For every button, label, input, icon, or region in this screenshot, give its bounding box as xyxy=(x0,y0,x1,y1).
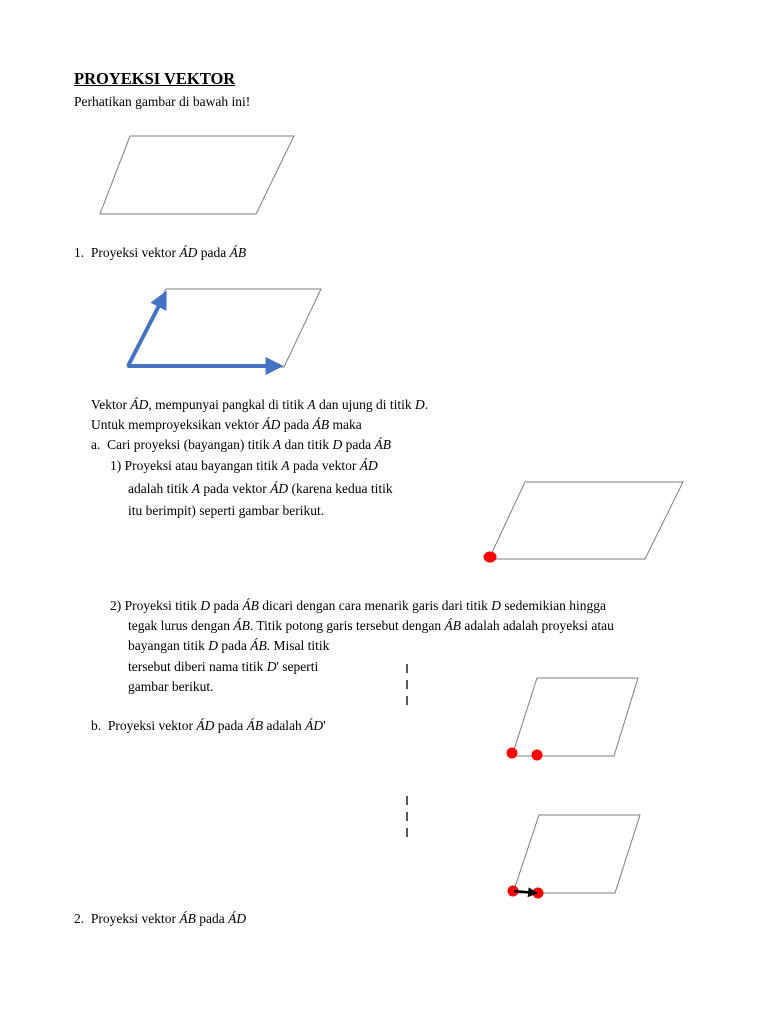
parallelogram-point-d-prime xyxy=(512,678,638,756)
point-label: D xyxy=(200,598,211,613)
text: ' seperti xyxy=(276,659,319,674)
text: pada xyxy=(213,598,239,613)
item-2-text: Proyeksi vektor xyxy=(90,911,176,926)
text: bayangan titik xyxy=(128,638,205,653)
item-2-number: 2. xyxy=(74,911,85,926)
text: Proyeksi vektor xyxy=(107,718,193,733)
text: dan titik xyxy=(284,437,330,452)
text: adalah xyxy=(266,718,302,733)
step-label: 1) xyxy=(110,458,122,473)
vector-label: ÁB xyxy=(246,718,264,733)
vector-label: ÁB xyxy=(242,598,259,613)
explain-line-2 xyxy=(91,417,362,433)
text: . Misal titik xyxy=(266,638,330,653)
step-a1-line-3: itu berimpit) seperti gambar berikut. xyxy=(128,503,325,518)
vector-label: ÁD xyxy=(270,481,289,496)
figure-point-a xyxy=(484,482,684,563)
text: Vektor xyxy=(91,397,127,412)
page-title: PROYEKSI VEKTOR xyxy=(74,69,236,88)
text: (karena kedua titik xyxy=(291,481,393,496)
vector-label: ÁB xyxy=(312,417,330,432)
text: ' xyxy=(323,718,326,733)
vector-label: ÁB xyxy=(444,618,461,633)
parallelogram-point-a xyxy=(489,482,683,559)
text: tersebut diberi nama titik xyxy=(128,659,264,674)
figure-point-d-prime xyxy=(407,664,638,761)
vector-label: ÁD xyxy=(305,718,324,733)
text: dan ujung di titik xyxy=(318,397,412,412)
point-label: A xyxy=(307,397,316,412)
step-a1-line-1 xyxy=(110,458,378,474)
text: Cari proyeksi (bayangan) titik xyxy=(107,437,270,452)
text: , mempunyai pangkal di titik xyxy=(148,397,304,412)
text: dicari dengan cara menarik garis dari titik xyxy=(262,598,488,613)
text: Proyeksi atau bayangan titik xyxy=(124,458,278,473)
point-label: D xyxy=(332,437,343,452)
parallelogram-projection xyxy=(513,815,640,893)
point-d-prime-dot xyxy=(532,750,543,761)
text: Untuk memproyeksikan vektor xyxy=(91,417,259,432)
text: pada xyxy=(283,417,310,432)
point-label: D xyxy=(208,638,218,653)
vector-label: ÁB xyxy=(179,911,196,926)
vector-label: ÁD xyxy=(130,397,149,412)
intro-text: Perhatikan gambar di bawah ini! xyxy=(74,94,251,109)
vector-label: ÁD xyxy=(262,417,281,432)
item-1-text: Proyeksi vektor xyxy=(90,245,176,260)
vector-ad-arrow xyxy=(128,294,165,366)
item-2-mid: pada xyxy=(199,911,225,926)
vector-label: ÁD xyxy=(196,718,215,733)
item-2 xyxy=(74,911,246,927)
point-label: A xyxy=(272,437,282,452)
parallelogram-vectors xyxy=(127,289,321,367)
text: Proyeksi titik xyxy=(124,598,198,613)
figure-vectors xyxy=(127,289,321,367)
parallelogram-intro xyxy=(100,136,294,214)
vector-label: ÁD xyxy=(228,911,247,926)
text: pada xyxy=(345,437,372,452)
point-label: D xyxy=(491,598,502,613)
point-label: A xyxy=(281,458,290,473)
explain-line-1 xyxy=(91,397,428,413)
text: . xyxy=(424,397,429,412)
point-label: D xyxy=(266,659,277,674)
text: pada vektor xyxy=(292,458,357,473)
item-1-mid: pada xyxy=(200,245,227,260)
point-label: D xyxy=(414,397,425,412)
point-a-dot xyxy=(484,552,497,563)
text: pada xyxy=(217,718,244,733)
vector-label: ÁB xyxy=(374,437,391,452)
step-label: 2) xyxy=(110,598,122,613)
text: tegak lurus dengan xyxy=(128,618,230,633)
text: adalah adalah proyeksi atau xyxy=(464,618,614,633)
step-a2-line-5: gambar berikut. xyxy=(128,679,214,694)
text: maka xyxy=(332,417,362,432)
text: pada xyxy=(221,638,247,653)
step-b xyxy=(91,718,326,734)
step-a1-line-2 xyxy=(128,481,393,497)
step-a2-line-3 xyxy=(128,638,329,654)
vector-label: ÁB xyxy=(250,638,267,653)
point-a-dot-2 xyxy=(507,748,518,759)
vector-label: ÁB xyxy=(229,245,247,260)
text: . Titik potong garis tersebut dengan xyxy=(249,618,442,633)
step-a xyxy=(91,437,391,453)
step-a2-line-1 xyxy=(110,598,606,614)
step-a2-line-4 xyxy=(128,659,318,675)
item-1-number: 1. xyxy=(74,245,85,260)
step-label: b. xyxy=(91,718,102,733)
vector-label: ÁB xyxy=(233,618,250,633)
text: adalah titik xyxy=(128,481,189,496)
point-label: A xyxy=(191,481,200,496)
figure-projection-vector xyxy=(407,796,640,899)
vector-label: ÁD xyxy=(359,458,378,473)
step-a2-line-2 xyxy=(128,618,614,634)
item-1 xyxy=(74,245,246,261)
text: sedemikian hingga xyxy=(504,598,607,613)
vector-label: ÁD xyxy=(179,245,198,260)
step-label: a. xyxy=(91,437,101,452)
text: pada vektor xyxy=(203,481,267,496)
